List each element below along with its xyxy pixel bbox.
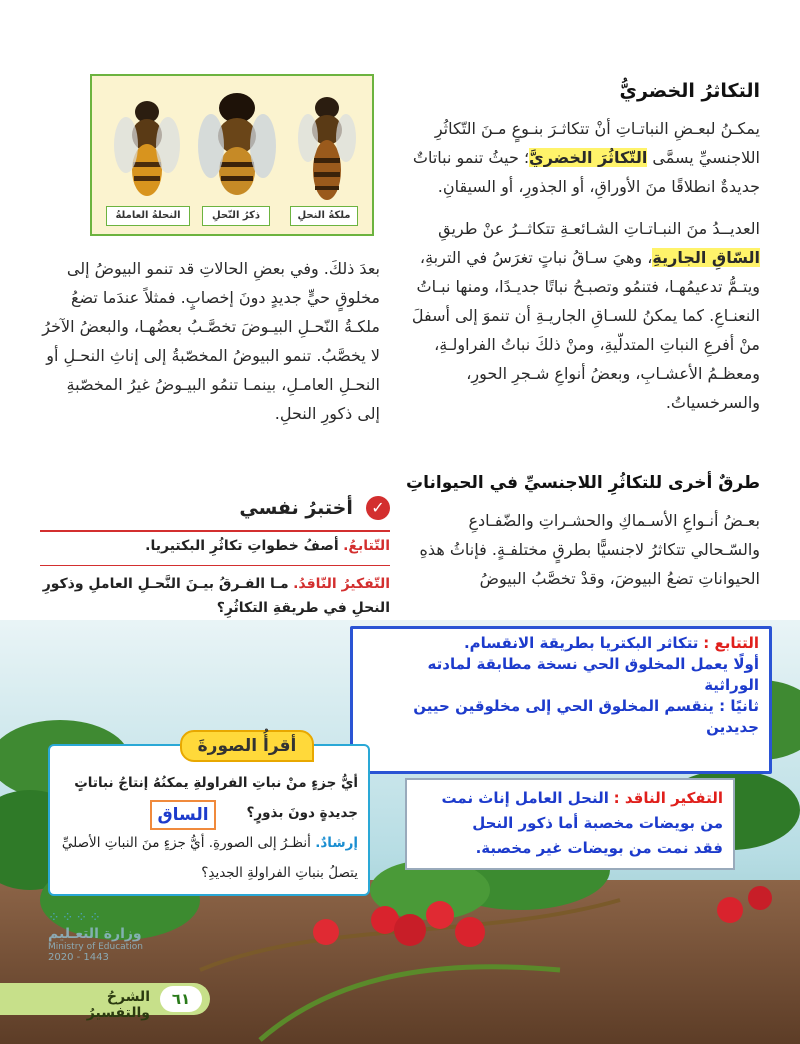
bee-label-worker: النحلةُ العاملةُ [106,206,190,226]
watermark-logo-dots: ⁘⁘⁘⁘ [48,910,103,926]
bees-figure [90,74,374,236]
quiz-title: أختبرُ نفسي [239,497,353,519]
section-heading-animals: طرقٌ أخرى للتكاثُرِ اللاجنسيِّ في الحيواناتِ [406,473,760,493]
quiz-question-1: التّتابعُ. أصفُ خطواتِ تكاثُرِ البكتيريا. [145,538,390,554]
ministry-watermark: ⁘⁘⁘⁘ وزارة التعـليم Ministry of Education 2020 - 1443 [48,910,168,963]
quiz-title-row [40,496,390,524]
quiz-question-2: التّفكيرُ النّاقدُ. مـا الفـرقُ بيـنَ النَّحـلِ العاملِ وذكورِ النحلِ في طريقةِ التكاثُرِ؟ [42,576,390,616]
handwritten-answer-stem: الساق [150,800,216,830]
drone-bee-image [197,86,277,201]
highlight-term: السّاقِ الجاريةِ [652,248,760,267]
paragraph-animals: بعـضُ أنـواعِ الأسـماكِ والحشـراتِ والضّفـادعِ والسّـحالي تتكاثرُ لاجنسيًّا بطرقٍ مختلفـةٍ. فإناثُ هذهِ الحيواناتِ تضعُ البيوضَ، وقدْ تخصَّبُ البيوضُ [419,511,760,588]
answer-box-sequence: التتابع : تتكاثر البكتريا بطريقة الانقسام. أولًا يعمل المخلوق الحي نسخة مطابقة لمادته الوراثية ثانيًا : ينقسم المخلوق الحي إلى مخلوقين حيين جديدين [350,626,772,774]
footer-title: الشرحُ والتفسيرُ [86,989,150,1021]
bee-label-queen: ملكةُ النحلِ [290,206,358,226]
answer-box-critical-thinking: التفكير الناقد : النحل العامل إناث نمت من بويضات مخصبة أما ذكور النحل فقد نمت من بويضات غير مخصبة. [405,778,735,870]
queen-bee-image [292,88,362,203]
page-number: ٦١ [160,986,202,1012]
check-icon: ✓ [366,496,390,520]
worker-bee-image [112,90,182,200]
paragraph-runners: العديــدُ منَ النبـاتـاتِ الشـائعـةِ تتكاثــرُ عنْ طريقِ السّاقِ الجاريةِ، وهيَ سـاقُ نباتٍ تغرَسُ في التربةِ، ويتـمُّ تدعيمُهـا، فتنمُو وتصبـحُ نباتًا جديـدًا، ومنها نبـاتُ النعنـاعِ. كما يمكنُ للسـاقِ الجاريـةِ أن تنموَ إلى أسفلَ منْ أفرعِ النباتِ المتدلّيةِ، ومنْ ذلكَ نباتُ الفراولـةِ، ومعظـمُ الأعشـابِ، وبعضُ أنواعِ شـجرِ الحورِ، والسرخسياتُ. [411,219,760,412]
paragraph-vegetative-intro: يمكـنُ لبعـضِ النباتـاتِ أنْ تتكاثـرَ بنـوعٍ مـنَ التّكاثُرِ اللاجنسيِّ يسمَّى التّكاثُرَ الخضريَّ؛ حيثُ تنمو نباتاتٌ جديدةٌ انطلاقًا منَ الأوراقِ، أو الجذورِ، أو السيقانِ. [412,119,760,196]
read-picture-tab: أقرأُ الصورةَ [180,730,314,762]
divider [40,530,390,532]
highlight-term: التّكاثُرَ الخضريَّ [529,148,648,167]
paragraph-bees: بعدَ ذلكَ. وفي بعضِ الحالاتِ قد تنمو البيوضُ إلى مخلوقٍ حيٍّ جديدٍ دونَ إخصابٍ. فمثلاً عندَما تضعُ ملكـةُ النّحـلِ البيـوضَ تخصَّـبُ بعضُهـا، والبعضُ الآخرُ لا يخصَّبُ. تنمو البيوضُ المخصّبةُ إلى إناثِ النحـلِ أو النحـلِ العامـلِ، بينمـا تنمُو البيـوضُ غيرُ المخصّبةِ إلى ذكورِ النحلِ. [42,259,380,423]
divider [40,565,390,566]
read-picture-box: أيُّ جزءٍ منْ نباتِ الفراولةِ يمكنُهُ إنتاجُ نباتاتٍ جديدةٍ دونَ بذورٍ؟ إرشادٌ. أنظـرُ إلى الصورةِ. أيُّ جزءٍ منَ النباتِ الأصليِّ يتصلُ بنباتِ الفراولةِ الجديدِ؟ [48,744,370,896]
section-heading-vegetative: التكاثرُ الخضريُّ [619,80,760,102]
bee-label-drone: ذكرُ النّحلِ [202,206,270,226]
